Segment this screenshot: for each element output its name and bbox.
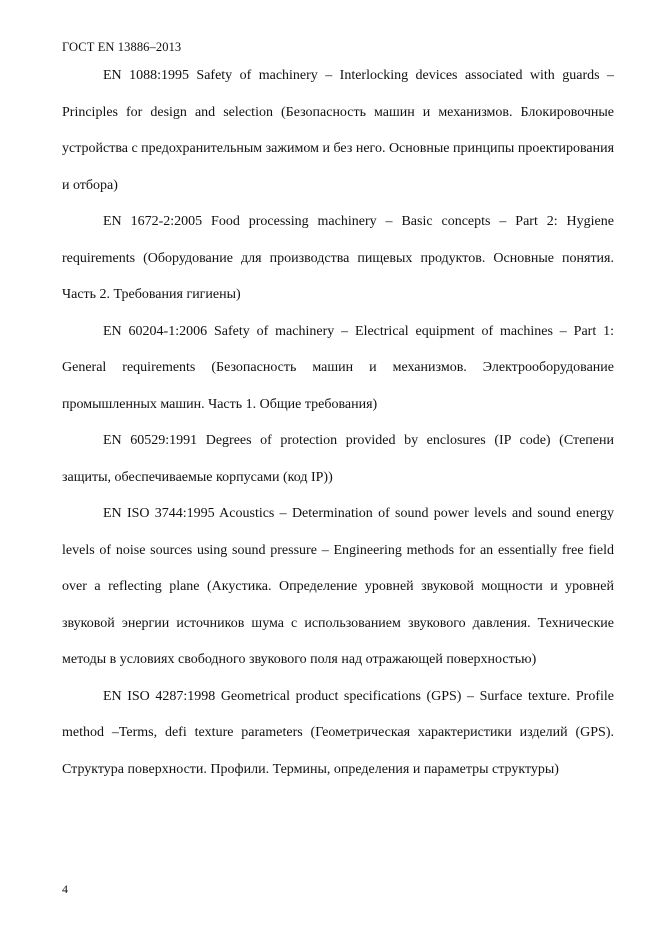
- reference-en-1088: EN 1088:1995 Safety of machinery – Interlocking devices associated with guards – Principles for design and selection (Безопасность машин и механизмов. Блокировочные устройства с предохранительным зажимом и без него. Основные принципы проектирования и отбора): [62, 68, 615, 193]
- page-number: 4: [62, 882, 68, 896]
- reference-en-1672-2: EN 1672-2:2005 Food processing machinery – Basic concepts – Part 2: Hygiene requirements (Оборудование для производства пищевых продуктов. Основные понятия. Часть 2. Требования гигиены): [62, 214, 614, 302]
- references-list: [62, 58, 614, 788]
- reference-en-60529: EN 60529:1991 Degrees of protection provided by enclosures (IP code) (Степени защиты, обеспечиваемые корпусами (код IP)): [62, 433, 614, 485]
- reference-en-iso-3744: EN ISO 3744:1995 Acoustics – Determination of sound power levels and sound energy levels of noise sources using sound pressure – Engineering methods for an essentially free field over a reflecting plane (Акустика. Определение уровней звуковой мощности и уровней звуковой энергии источников шума с использованием звукового давления. Технические методы в условиях свободного звукового поля над отражающей поверхностью): [62, 506, 614, 667]
- document-header: ГОСТ EN 13886–2013: [62, 40, 182, 54]
- reference-en-60204-1: EN 60204-1:2006 Safety of machinery – Electrical equipment of machines – Part 1: General requirements (Безопасность машин и механизмов. Электрооборудование промышленных машин. Часть 1. Общие требования): [62, 323, 614, 412]
- reference-en-iso-4287: EN ISO 4287:1998 Geometrical product specifications (GPS) – Surface texture. Profile method –Terms, defi texture parameters (Геометрическая характеристики изделий (GPS). Структура поверхности. Профили. Термины, определения и параметры структуры): [62, 688, 614, 777]
